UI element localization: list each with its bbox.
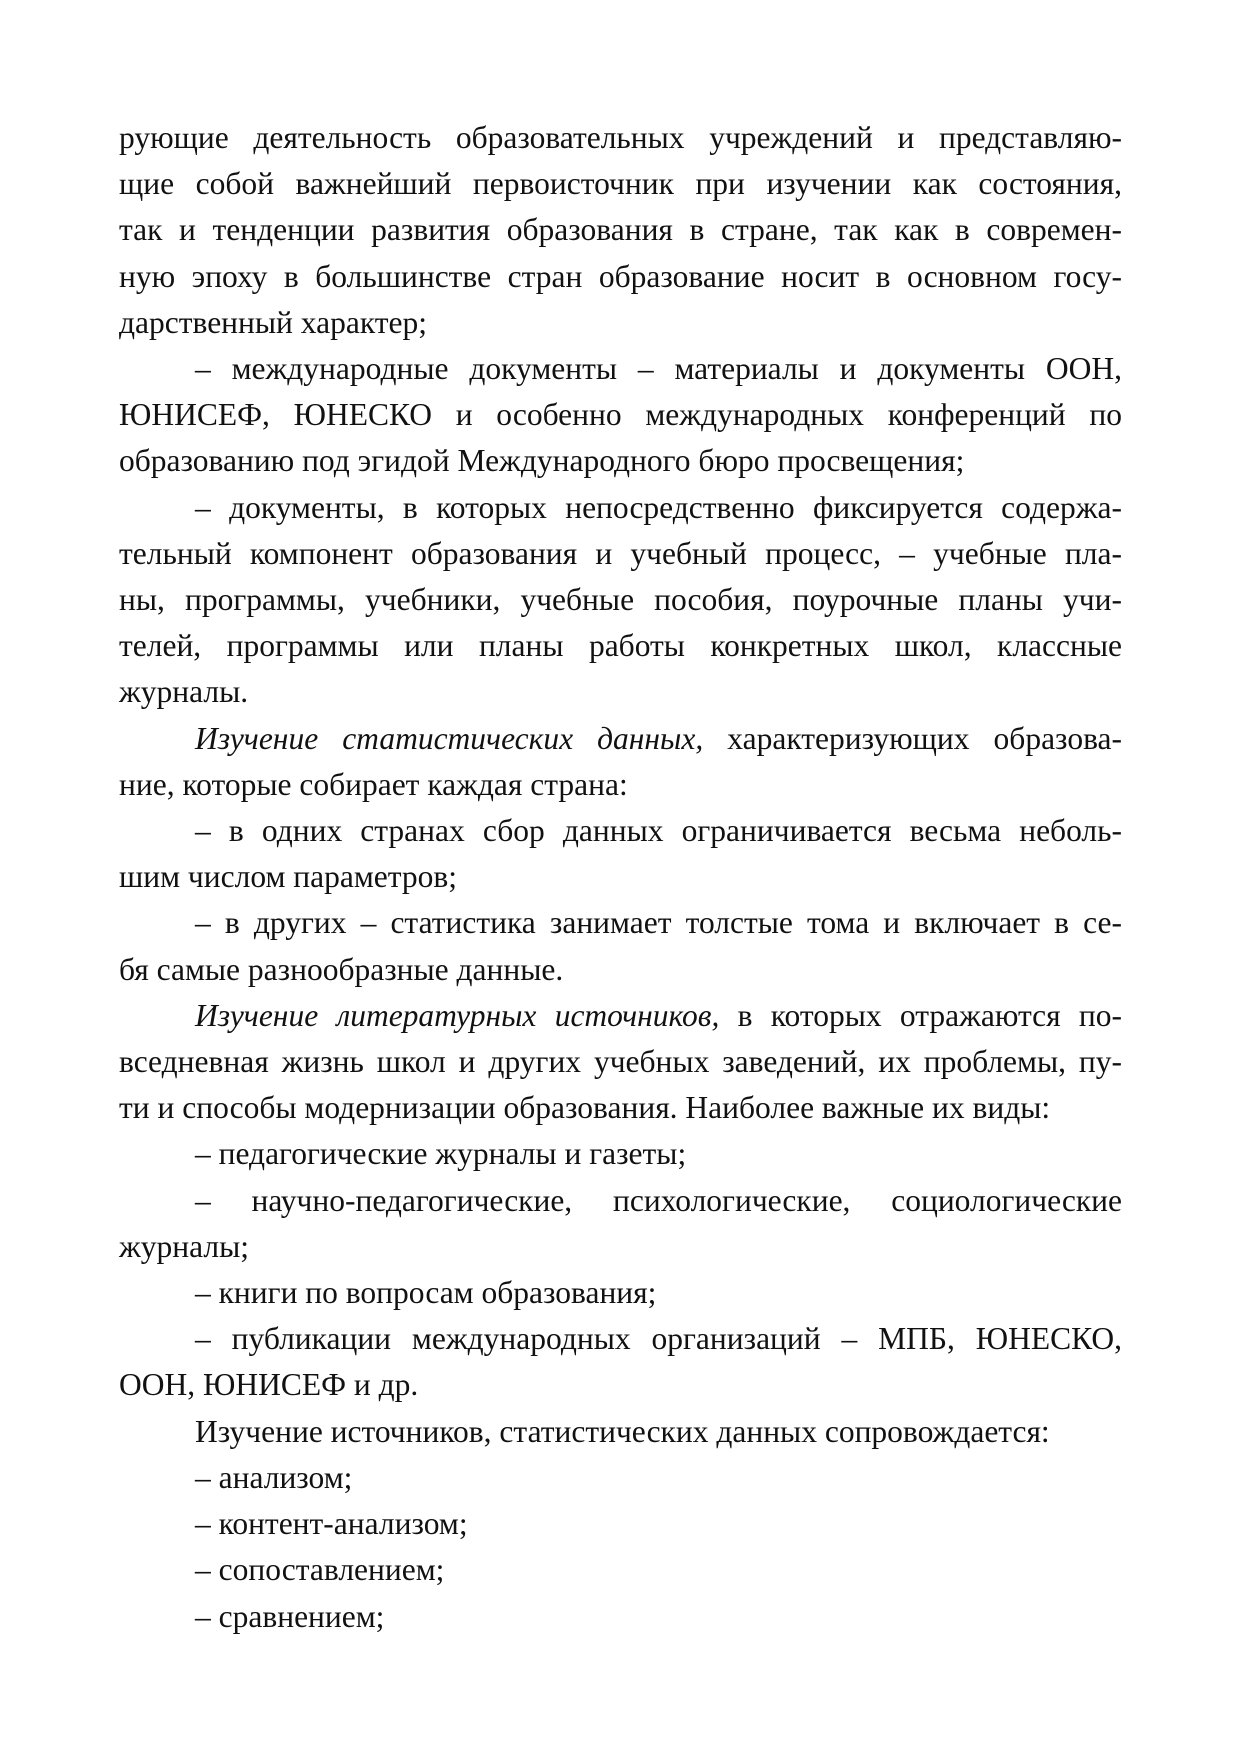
text-line: – международные документы – материалы и документы ООН, (195, 351, 1122, 387)
text-fragment: в которых отражаются по- (719, 997, 1122, 1033)
list-item (119, 1594, 1122, 1640)
text-line: рующие деятельность образовательных учреждений и представляю- (119, 120, 1122, 155)
text-line: так и тенденции развития образования в стране, так как в современ- (119, 212, 1122, 248)
text-line: телей, программы или планы работы конкретных школ, классные (119, 628, 1122, 664)
text-line: – публикации международных организаций – МПБ, ЮНЕСКО, (195, 1321, 1122, 1357)
text-line: дарственный характер; (119, 304, 427, 340)
text-line: – сравнением; (195, 1598, 385, 1634)
text-line (119, 993, 1122, 1039)
text-line: – в других – статистика занимает толстые тома и включает в се- (195, 905, 1122, 941)
list-item (119, 808, 1122, 900)
paragraph (119, 716, 1122, 808)
list-item (119, 346, 1122, 485)
paragraph (119, 993, 1122, 1132)
text-line: журналы; (119, 1228, 250, 1264)
text-line: – документы, в которых непосредственно фиксируется содержа- (195, 489, 1122, 525)
text-line (119, 716, 1122, 762)
text-line: шим числом параметров; (119, 859, 458, 895)
text-line: ООН, ЮНИСЕФ и др. (119, 1367, 419, 1403)
italic-lead: Изучение литературных источников, (195, 997, 720, 1033)
text-line: тельный компонент образования и учебный процесс, – учебные пла- (119, 535, 1122, 571)
text-line: Изучение источников, статистических данных сопровождается: (195, 1413, 1050, 1449)
text-line: – сопоставлением; (195, 1552, 445, 1588)
text-line: – в одних странах сбор данных ограничивается весьма неболь- (195, 813, 1122, 849)
text-fragment: характеризующих образова- (703, 720, 1122, 756)
list-item (119, 1316, 1122, 1408)
italic-lead: Изучение статистических данных, (195, 720, 704, 756)
text-line: ние, которые собирает каждая страна: (119, 766, 628, 802)
text-line: журналы. (119, 674, 249, 710)
list-item (119, 485, 1122, 716)
text-line: ти и способы модернизации образования. Наиболее важные их виды: (119, 1090, 1051, 1126)
list-item (119, 1270, 1122, 1316)
list-item (119, 1547, 1122, 1593)
paragraph (119, 115, 1122, 346)
text-line: ную эпоху в большинстве стран образование носит в основном госу- (119, 258, 1122, 294)
text-line: бя самые разнообразные данные. (119, 951, 564, 987)
paragraph (119, 1409, 1122, 1455)
text-line: щие собой важнейший первоисточник при изучении как состояния, (119, 166, 1122, 202)
document-page (119, 115, 1122, 1640)
text-line: вседневная жизнь школ и других учебных заведений, их проблемы, пу- (119, 1044, 1122, 1080)
text-line: образованию под эгидой Международного бюро просвещения; (119, 443, 965, 479)
list-item (119, 900, 1122, 992)
text-line: ны, программы, учебники, учебные пособия, поурочные планы учи- (119, 582, 1122, 618)
text-line: – научно-педагогические, психологические, социологические (195, 1182, 1122, 1218)
list-item (119, 1501, 1122, 1547)
text-line: ЮНИСЕФ, ЮНЕСКО и особенно международных конференций по (119, 397, 1122, 433)
list-item (119, 1178, 1122, 1270)
list-item (119, 1131, 1122, 1177)
text-line: – педагогические журналы и газеты; (195, 1136, 687, 1172)
text-line: – книги по вопросам образования; (195, 1275, 657, 1311)
text-line: – анализом; (195, 1459, 353, 1495)
list-item (119, 1455, 1122, 1501)
text-line: – контент-анализом; (195, 1506, 468, 1542)
